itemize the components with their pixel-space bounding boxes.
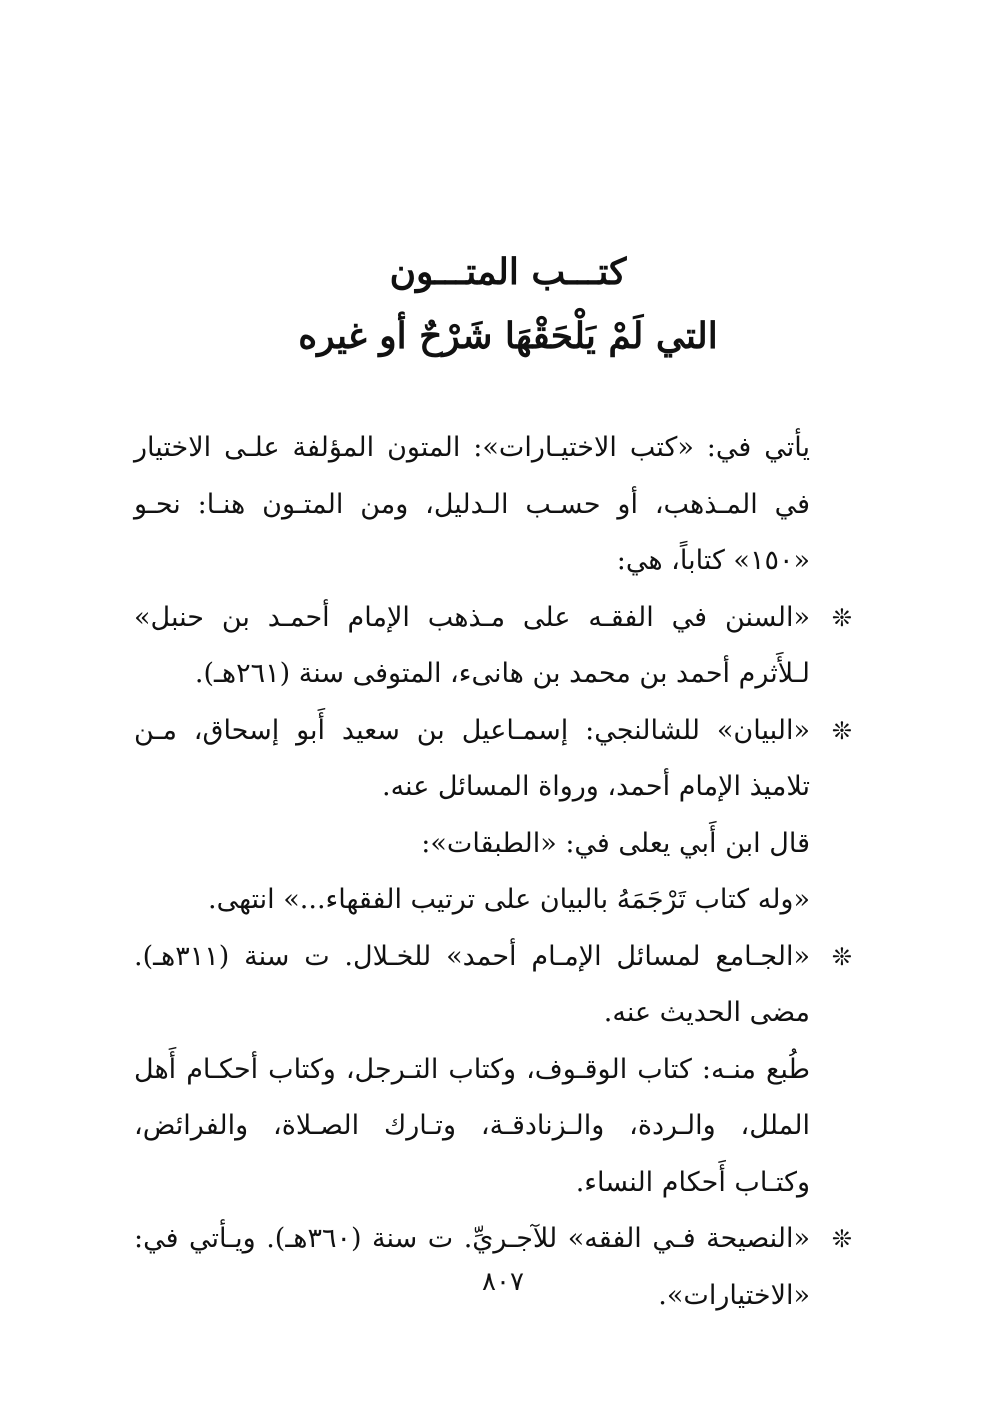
asterisk-bullet-icon: ❊ (831, 942, 852, 971)
item-paragraph: «النصيحة فـي الفقه» للآجـريِّ. ت سنة (٣٦٠هـ). ويـأتي في: «الاختيارات». (134, 1223, 810, 1311)
asterisk-bullet-icon: ❊ (831, 1225, 852, 1253)
section-subtitle: التي لَمْ يَلْحَقْهَا شَرْحٌ أو غيره (298, 315, 718, 357)
body-text (134, 420, 852, 1324)
intro-paragraph: يأتي في: «كتب الاختيـارات»: المتون المؤلفة علـى الاختيار في المـذهب، أو حسـب الـدليل، ومن المتـون هنـا: نحـو «١٥٠» كتاباً، هي: (134, 432, 810, 576)
quote-paragraph: «وله كتاب تَرْجَمَهُ بالبيان على ترتيب الفقهاء...» انتهى. (207, 884, 810, 915)
list-item-athram (134, 590, 852, 703)
section-title: كتـــب المتـــون (389, 251, 627, 293)
list-item-shalanji (134, 703, 852, 929)
item-paragraph: «السنن في الفقـه على مـذهب الإمام أحمـد بن حنبل» لـلأَثرم أحمد بن محمد بن هانىء، المتوفى سنة (٢٦١هـ). (134, 601, 810, 689)
item-paragraph: «الجـامع لمسائل الإمـام أحمد» للخـلال. ت سنة (٣١١هـ). مضى الحديث عنه. (134, 940, 810, 1028)
page-number: ٨٠٧ (482, 1267, 524, 1297)
list-item-khallal (134, 929, 852, 1212)
item-paragraph: قال ابن أَبي يعلى في: «الطبقات»: (421, 827, 810, 859)
asterisk-bullet-icon: ❊ (831, 603, 852, 632)
asterisk-bullet-icon: ❊ (831, 716, 852, 745)
item-paragraph: طُبع منـه: كتاب الوقـوف، وكتاب التـرجل، وكتاب أحكـام أَهل الملل، والـردة، والـزنادقـة، وتـارك الصـلاة، والفرائض، وكتـاب أَحكام النساء. (134, 1053, 810, 1198)
item-paragraph: «البيان» للشالنجي: إسمـاعيل بن سعيد أَبو إسحاق، مـن تلاميذ الإمام أحمد، ورواة المسائل عنه. (134, 714, 810, 802)
